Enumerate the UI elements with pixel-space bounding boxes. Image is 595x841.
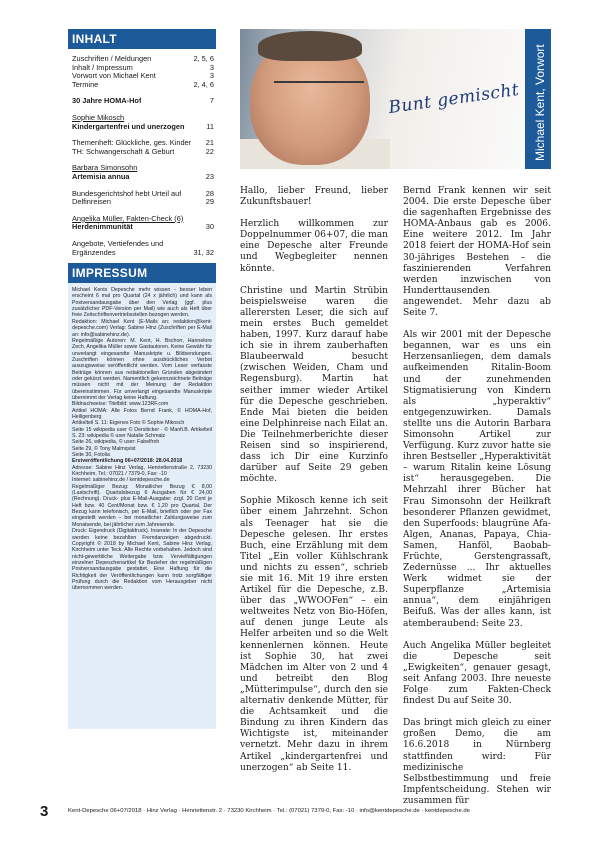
- toc-page: 29: [205, 197, 214, 207]
- photo-hair: [258, 31, 362, 61]
- impressum-paragraph: Seite 15 wikipedia user © Derstiicker · © Manfi.B. Artikelteil S. 23: wikipedia © user Natalie Schmalz: [72, 426, 212, 439]
- body-paragraph: Das bringt mich gleich zu einer großen Demo, die am 16.6.2018 in Nürnberg stattfinden wird: Für medizinische Selbstbestimmung und freie Impfentscheidung. Stehen wir zusammen für: [403, 718, 551, 806]
- impressum-paragraph: Adresse: Sabine Hinz Verlag, Henriettenstraße 2, 73230 Kirchheim. Tel.: 07021 / 7379-0, Fax: -10: [72, 464, 212, 478]
- toc-title: Termine: [72, 80, 99, 89]
- toc-page: 28: [205, 188, 214, 198]
- footer-line: Kent-Depesche 06+07/2018 · Hinz Verlag · Henriettenstr. 2 · 73230 Kirchheim · Tel.: (07021) 7379-0, Fax: -10 · info@kentdepesche.de · kentdepesche.de: [68, 808, 470, 814]
- body-column-2: [403, 186, 551, 818]
- toc-row[interactable]: [72, 249, 214, 258]
- toc-title: Bundesgerichtshof hebt Urteil auf: [72, 189, 182, 198]
- toc-page: 11: [206, 121, 214, 131]
- toc-row-mueller[interactable]: [72, 223, 214, 232]
- toc-heading: INHALT: [68, 29, 216, 49]
- body-paragraph: Auch Angelika Müller begleitet die Depesche seit „Ewigkeiten“, genauer gesagt, seit Anfang 2003. Ihre neueste Folge zum Fakten-Check findest Du auf Seite 30.: [403, 640, 551, 707]
- toc-row[interactable]: [72, 64, 214, 73]
- impressum-paragraph: Seite 30, Fotolia: [72, 452, 110, 459]
- impressum-paragraph: Internet: sabinehinz.de / kentdepesche.de: [72, 477, 170, 484]
- toc-title: Kindergartenfrei und unerzogen: [72, 122, 185, 131]
- impressum-paragraph: Seite 26, wikipedia, © user: Fabelfroh: [72, 439, 160, 446]
- toc-author: Angelika Müller, Fakten-Check (6): [72, 213, 184, 223]
- toc-row[interactable]: [72, 81, 214, 90]
- toc-row[interactable]: [72, 198, 214, 207]
- body-paragraph: Als wir 2001 mit der Depesche begannen, war es uns ein Herzensanliegen, dem damals aufkeimenden Ritalin-Boom und der zunehmenden Stigmatisierung von Kindern als „hyperaktiv“ entgegenzuwirken. Damals stellte uns die Autorin Barbara Simonsohn Artikel zur Verfügung. Kurz zuvor hatte sie ihren Bestseller „Hyperaktivität – warum Ritalin keine Lösung ist“ herausgegeben. Die Mehrzahl ihrer Bücher hat Frau Simonsohn der Heilkraft besonderer Pflanzen gewidmet, den Superfoods: blaugrüne Afa-Algen, Ananas, Papaya, Chia-Samen, Hanföl, Baobab-Früchte, Gerstengrassaft, Zedernüsse ... Ihr aktuelles Werk widmet sie der Superpflanze „Artemisia annua“, dem einjährigen Beifuß. Was der alles kann, ist atemberaubend: Seite 23.: [403, 330, 551, 629]
- body-paragraph: Herzlich willkommen zur Doppelnummer 06+07, die man eine Depesche alter Freunde und Wegbegleiter nennen könnte.: [240, 219, 388, 274]
- toc-row[interactable]: [72, 139, 214, 148]
- toc-title: Vorwort von Michael Kent: [72, 72, 156, 81]
- impressum-paragraph: Michael Kents Depesche mehr wissen - besser leben erscheint 6 mal pro Quartal (24 x jährlich) und kann als Postversandausgabe über den Verlag (ggf. plus zusätzlicher PDF-Version per Mail) wie auch als Heft über freie Zeitschriftenvertriebsstellen bezogen werden.: [72, 287, 212, 319]
- toc-page: 2, 4, 6: [193, 79, 214, 89]
- author-band: [525, 29, 551, 169]
- toc-title: Themenheft: Glückliche, ges. Kinder: [72, 139, 192, 148]
- toc-page: 31, 32: [193, 247, 214, 257]
- toc-title: 30 Jahre HOMA-Hof: [72, 97, 142, 106]
- author-photo: [240, 29, 525, 169]
- toc-row-homa[interactable]: [72, 97, 214, 106]
- toc-title: Ergänzendes: [72, 248, 116, 257]
- impressum-heading: IMPRESSUM: [68, 263, 216, 283]
- impressum-body: [68, 283, 216, 729]
- page-number: 3: [40, 803, 49, 820]
- toc-author: Sophie Mikosch: [72, 112, 125, 122]
- toc-row[interactable]: [72, 148, 214, 157]
- toc-title: Delfinreisen: [72, 198, 112, 207]
- toc-row[interactable]: [72, 55, 214, 64]
- table-of-contents: [68, 49, 216, 257]
- toc-title: TH: Schwangerschaft & Geburt: [72, 147, 175, 156]
- body-paragraph: Bernd Frank kennen wir seit 2004. Die erste Depesche über die sagenhaften Ergebnisse des HOMA-Anbaus gab es 2006. Eine weitere 2012. Im Jahr 2018 feiert der HOMA-Hof sein 30-jähriges Bestehen – die faszinierenden Verfahren werden inzwischen von Hunderttausenden angewendet. Mehr dazu ab Seite 7.: [403, 186, 551, 319]
- toc-page: 2, 5, 6: [193, 54, 214, 63]
- toc-page: 30: [205, 222, 214, 232]
- toc-page: 3: [209, 62, 214, 72]
- body-column-1: [240, 186, 388, 785]
- photo-glasses: [274, 81, 364, 101]
- toc-page: 21: [205, 138, 214, 148]
- impressum-paragraph: Druck: Eigendruck (Digitaldruck). Inserate: In der Depesche werden keine bezahlten Fremdanzeigen abgedruckt. Copyright © 2018 by Michael Kent, Sabine Hinz Verlag, Kirchheim unter Teck. Alle Rechte vorbehalten. Jedoch sind nicht-gewerbliche Weitergabe bzw. Vervielfältigungen einzelner Depeschenartikel für Bezieher der regelmäßigen Postversandausgabe gestattet. Eine Haftung für die Richtigkeit der Veröffentlichungen kann trotz sorgfältiger Prüfung durch die Redaktion vom Herausgeber nicht übernommen werden.: [72, 528, 212, 592]
- toc-page: 7: [209, 96, 214, 106]
- article-title: Bunt gemischt: [387, 79, 521, 119]
- toc-title: Artemisia annua: [72, 172, 130, 181]
- left-sidebar: [68, 29, 216, 729]
- toc-title: Zuschriften / Meldungen: [72, 55, 152, 63]
- impressum-paragraph: Erstveröffentlichung 06+07/2018: 28.04.2018: [72, 458, 183, 465]
- impressum-paragraph: Regelmäßige Autoren: M. Kent, H. Bschorr, Hannelore Zech, Angelika Müller sowie Gastautoren. Keine Gewähr für unverlangt eingesandte Manuskripte u. Bildsendungen. Zuschriften können ohne ausdrückliches Verbot auszugsweise veröffentlicht werden. Vom Leser verfasste Beiträge können aus redaktionellen Gründen abgeändert oder gekürzt werden. Namentlich gekennzeichnete Beiträge müssen nicht mit der Meinung der Redaktion übereinstimmen. Für unverlangt eingesandte Manuskripte übernimmt der Verlag keine Haftung.: [72, 337, 212, 401]
- toc-row-simonsohn[interactable]: [72, 173, 214, 182]
- impressum-box: [68, 263, 216, 729]
- body-paragraph: Christine und Martin Strübin beispielsweise waren die allerersten Leser, die sich auf mein erstes Buch gemeldet haben, 1997. Kurz darauf habe ich sie in ihrem zauberhaften Blaubeerwald besucht (zwischen Weiden, Cham und Regensburg). Martin hat seither immer wieder Artikel für die Depesche geschrieben. Ende Mai bieten die beiden eine Delphinreise nach Eilat an. Die Teilnehmerberichte dieser Reisen sind so inspirierend, dass ich Dir eine Kurzinfo darüber auf Seite 29 geben möchte.: [240, 285, 388, 485]
- impressum-paragraph: Artikelteil S. 11: Eigenes Foto © Sophie Mikosch: [72, 420, 185, 427]
- impressum-paragraph: Bildnachweise: Titelbild: www.123RF.com: [72, 401, 169, 408]
- toc-title: Inhalt / Impressum: [72, 63, 133, 72]
- toc-page: 22: [205, 146, 214, 156]
- impressum-paragraph: Artikel HOMA: Alle Fotos Bernd Frank, © HOMA-Hof, Heiligenberg: [72, 407, 212, 420]
- impressum-paragraph: Regelmäßiger Bezug: Monatlicher Bezug € 8,00 (Lastschrift). Quartalsbezug 6 Ausgaben für € 24,00 (Rechnung). Druck- plus E-Mail-Ausgabe: zzgl. 20 Cent je Heft bzw. 40 Cent/Monat bzw. € 1,20 pro Quartal. Der Bezug kann telefonisch, per E-Mail, brieflich oder per Fax eingestellt werden – bei monatlicher Zahlungsweise zum Monatsende, bei jährlicher zum Jahresende.: [72, 483, 212, 528]
- toc-title: Herdenimmunität: [72, 223, 133, 232]
- author-band-label: Michael Kent, Vorwort: [533, 44, 547, 161]
- body-paragraph: Sophie Mikosch kenne ich seit über einem Jahrzehnt. Schon als Teenager hat sie die Depesche gelesen. Ihr erstes Buch, eine Erzählung mit dem Titel „Ein voller Kühlschrank und nichts zu essen“, schrieb sie mit 16. Mit 19 ihre ersten Artikel für die Depesche, z.B. über das „WWOOFen“ – ein weltweites Netz von Bio-Höfen, auf denen junge Leute als Helfer arbeiten und so die Welt kennenlernen können. Heute ist Sophie 30, hat zwei Mädchen im Alter von 2 und 4 und betreibt den Blog „Mütterimpulse“, durch den sie alternativ denkende Mütter, für die Achtsamkeit und die Bindung zu ihren Kindern das Wichtigste ist, miteinander vernetzt. Mehr dazu in ihrem Artikel „kindergartenfrei und unerzogen“ ab Seite 11.: [240, 496, 388, 773]
- toc-page: 3: [209, 71, 214, 81]
- toc-author: Barbara Simonsohn: [72, 163, 138, 173]
- toc-row-mikosch[interactable]: [72, 123, 214, 132]
- body-paragraph: Hallo, lieber Freund, lieber Zukunftsbauer!: [240, 186, 388, 208]
- impressum-paragraph: Redaktion: Michael Kent (E-Mails an: redaktion@kent-depesche.com) Verlag: Sabine Hinz (Zuschriften per E-Mail an: info@sabinehinz.de).: [72, 318, 212, 338]
- toc-row[interactable]: [72, 190, 214, 199]
- toc-page: 23: [205, 171, 214, 181]
- toc-angebote-line1: Angebote, Vertiefendes und: [72, 238, 164, 248]
- impressum-paragraph: Seite 29, © Tony Malmqvist: [72, 445, 136, 452]
